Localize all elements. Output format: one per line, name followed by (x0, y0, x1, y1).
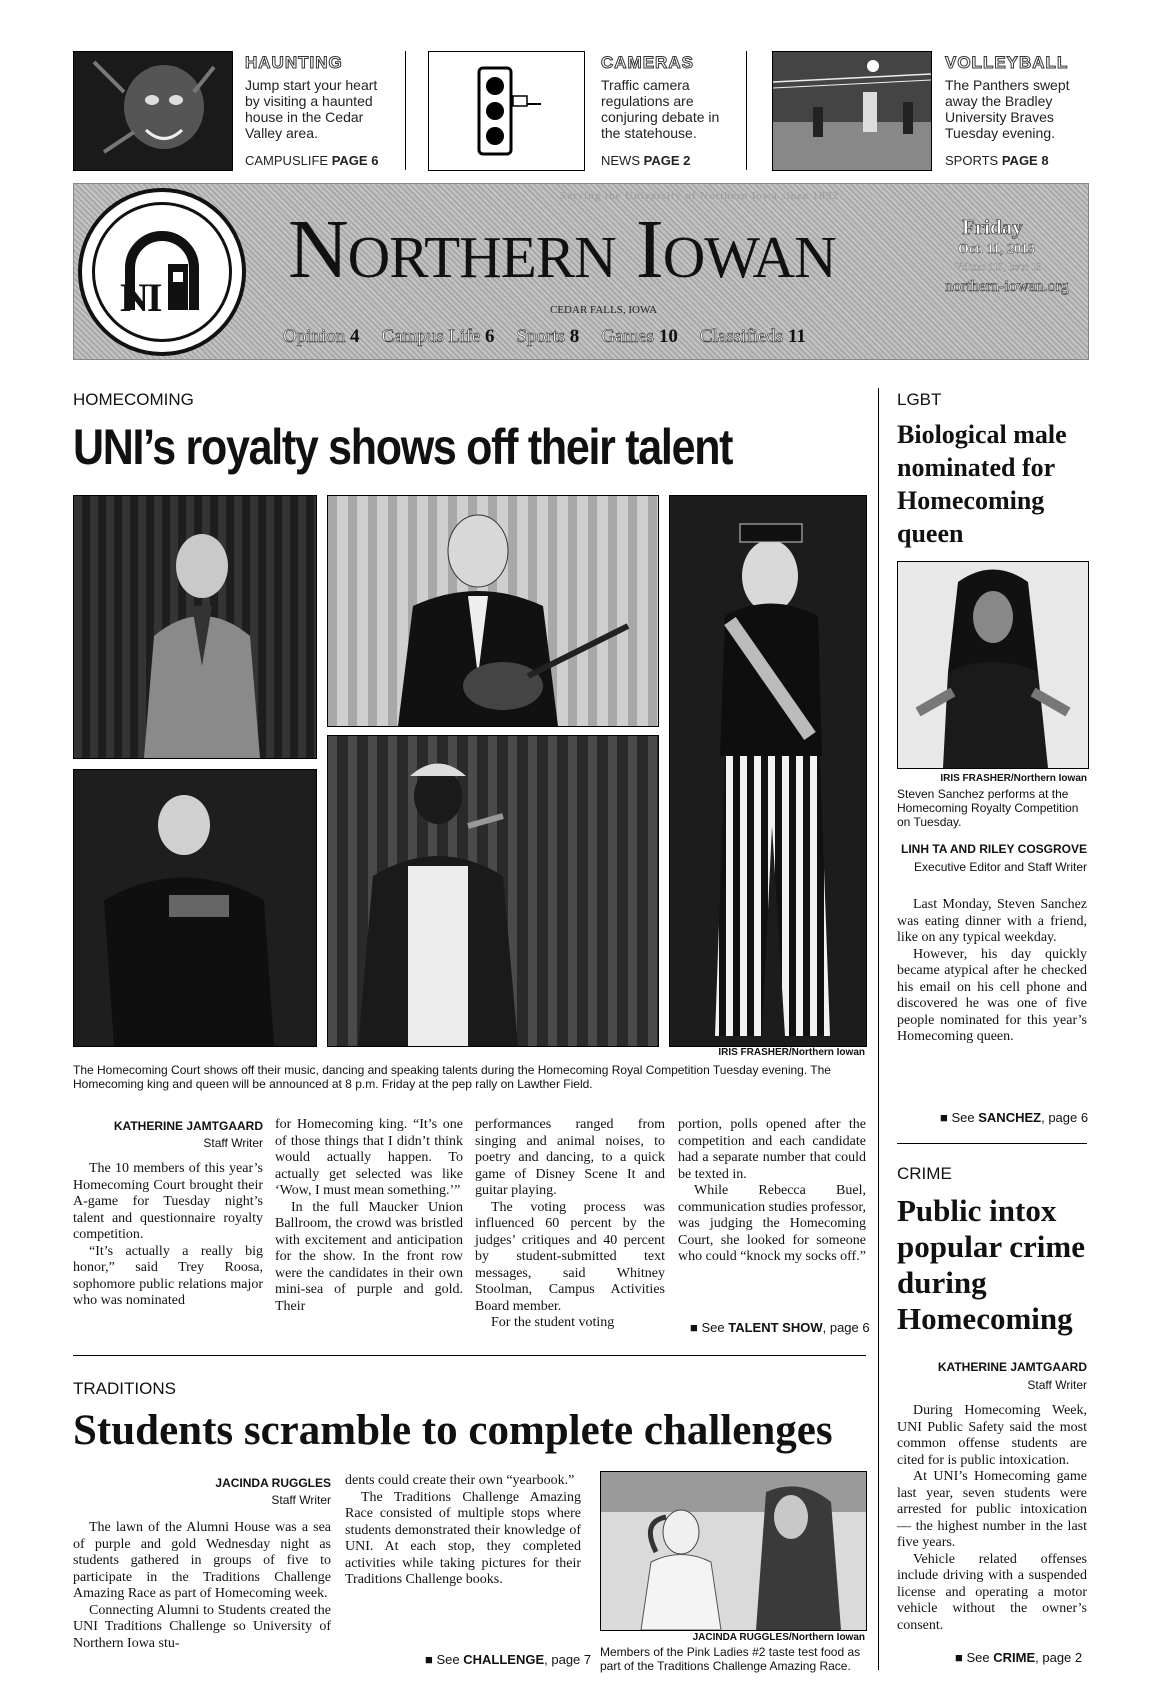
teaser-page-haunting: PAGE 6 (331, 153, 379, 168)
traditions-byline: JACINDA RUGGLES (215, 1476, 331, 1490)
lgbt-photo-caption: Steven Sanchez performs at the Homecoming Royalty Competition on Tuesday. (897, 787, 1079, 829)
traditions-body-col2 (345, 1473, 581, 1589)
masthead-day: Friday (962, 215, 1023, 239)
volleyball-photo-art (773, 52, 931, 170)
traditions-see-ref: CHALLENGE (463, 1652, 545, 1667)
traffic-light-icon (429, 52, 584, 170)
photo-guitarist-art (328, 496, 658, 726)
masthead-location: CEDAR FALLS, IOWA (550, 304, 658, 316)
photo-speaker-tshirt-art (74, 770, 316, 1046)
teaser-section-haunting: CAMPUSLIFE (245, 153, 329, 168)
teaser-divider-2 (746, 51, 747, 170)
traditions-section-label: TRADITIONS (73, 1379, 176, 1398)
nav-opinion[interactable] (283, 326, 360, 348)
traditions-see-page: , page 7 (544, 1652, 592, 1667)
masthead-website[interactable]: northern-iowan.org (945, 278, 1069, 295)
photo-taste-test-art (601, 1472, 866, 1630)
main-body-col1 (73, 1161, 263, 1310)
main-see-page: , page 6 (822, 1320, 870, 1335)
main-byline: KATHERINE JAMTGAARD (113, 1119, 263, 1133)
photo-queen-candidate (669, 495, 867, 1047)
photo-singer-suit-art (74, 496, 316, 758)
nav-games[interactable] (601, 326, 678, 348)
main-col2-p1: for Homecoming king. “It’s one of those things that I didn’t think would actually happen. To actually get selected was like ‘Wow, I must mean something.’” (275, 1117, 463, 1198)
crime-see-label: See (966, 1650, 990, 1665)
photo-guitarist (327, 495, 659, 727)
lgbt-byline-role: Executive Editor and Staff Writer (914, 860, 1087, 874)
nav-sports-label: Sports (516, 326, 566, 347)
nav-games-label: Games (601, 326, 655, 347)
traditions-byline-role: Staff Writer (271, 1493, 331, 1507)
main-col3-p1: performances ranged from singing and animal noises, to poetry and dancing, to a quick game of Disney Scene It and guitar playing. (475, 1117, 665, 1198)
main-body-col2 (275, 1117, 463, 1315)
square-bullet-icon: ■ (955, 1650, 963, 1665)
teaser-page-cameras: PAGE 2 (643, 153, 691, 168)
haunting-photo-art (74, 52, 232, 170)
volleyball-photo (772, 51, 932, 171)
square-bullet-icon: ■ (940, 1110, 948, 1125)
square-bullet-icon: ■ (690, 1320, 698, 1335)
teaser-section-volleyball: SPORTS (945, 153, 999, 168)
main-bottom-rule (73, 1355, 866, 1356)
main-headline[interactable]: UNI’s royalty shows off their talent (73, 419, 733, 475)
nav-games-page: 10 (658, 326, 678, 347)
main-col1-p1: The 10 members of this year’s Homecoming Court brought their A-game for Tuesday night’s talent and questionnaire royalty competition. (73, 1161, 263, 1242)
section-nav (283, 326, 806, 348)
crime-see-link[interactable] (955, 1650, 1082, 1665)
photo-taste-test (600, 1471, 867, 1631)
traditions-col2-p1: dents could create their own “yearbook.” (345, 1473, 575, 1488)
teaser-title-volleyball: VOLLEYBALL (945, 53, 1069, 72)
lgbt-section-label: LGBT (897, 390, 942, 409)
traditions-headline[interactable]: Students scramble to complete challenges (73, 1407, 833, 1454)
nav-sports[interactable] (516, 326, 579, 348)
lgbt-bottom-rule (897, 1143, 1087, 1144)
logo-letters: NI (120, 275, 161, 320)
nav-classifieds[interactable] (700, 326, 806, 348)
photo-speaker-tshirt (73, 769, 317, 1047)
teaser-text-cameras: Traffic camera regulations are conjuring debate in the statehouse. (601, 77, 720, 141)
masthead-volume: Volume 110, Issue 13 (955, 262, 1042, 273)
main-col4-p2: While Rebecca Buel, communication studies professor, was judging the Homecoming Court, she looked for someone who could “knock my socks off.” (678, 1183, 867, 1264)
lgbt-headline[interactable]: Biological male nominated for Homecoming queen (897, 420, 1067, 548)
main-col1-p2: “It’s actually a really big honor,” said Trey Roosa, sophomore public relations major who was nominated (73, 1243, 263, 1308)
teaser-page-volleyball: PAGE 8 (1001, 153, 1049, 168)
main-see-label: See (701, 1320, 725, 1335)
masthead-logo[interactable] (78, 188, 246, 356)
crime-body (897, 1403, 1087, 1634)
crime-see-ref: CRIME (993, 1650, 1036, 1665)
nav-campus-life[interactable] (382, 326, 495, 348)
square-bullet-icon: ■ (425, 1652, 433, 1667)
cameras-photo (428, 51, 585, 171)
lgbt-see-page: , page 6 (1041, 1110, 1089, 1125)
main-byline-role: Staff Writer (203, 1136, 263, 1150)
teaser-title-cameras: CAMERAS (601, 53, 694, 72)
main-section-label: HOMECOMING (73, 390, 194, 409)
crime-byline-role: Staff Writer (1027, 1378, 1087, 1392)
arch-icon (82, 192, 242, 352)
traditions-photo-credit: JACINDA RUGGLES/Northern Iowan (692, 1632, 865, 1643)
traditions-body-col1 (73, 1520, 331, 1652)
traditions-photo-caption: Members of the Pink Ladies #2 taste test food as part of the Traditions Challenge Amazing Race. (600, 1645, 861, 1673)
teaser-text-volleyball: The Panthers swept away the Bradley University Braves Tuesday evening. (945, 77, 1070, 141)
teaser-link-volleyball[interactable] (945, 153, 1049, 168)
teaser-text-haunting: Jump start your heart by visiting a haunted house in the Cedar Valley area. (245, 77, 378, 141)
traditions-see-link[interactable] (425, 1652, 591, 1667)
photo-steven-sanchez (897, 561, 1089, 769)
lgbt-see-label: See (951, 1110, 975, 1125)
lgbt-byline: LINH TA AND RILEY COSGROVE (900, 842, 1087, 856)
crime-see-page: , page 2 (1035, 1650, 1083, 1665)
main-body-col4 (678, 1117, 866, 1266)
nav-campus-life-label: Campus Life (381, 326, 481, 347)
teaser-title-haunting: HAUNTING (245, 53, 343, 72)
teaser-divider-1 (405, 51, 406, 170)
crime-section-label: CRIME (897, 1164, 952, 1183)
nav-campus-life-page: 6 (484, 326, 495, 347)
lgbt-photo-credit: IRIS FRASHER/Northern Iowan (940, 773, 1087, 784)
teaser-link-cameras[interactable] (601, 153, 690, 168)
lgbt-p1: Last Monday, Steven Sanchez was eating dinner with a friend, like on any typical weekday. (897, 897, 1087, 945)
main-see-link[interactable] (690, 1320, 870, 1335)
masthead-title: Northern Iowan (288, 203, 836, 296)
crime-p3: Vehicle related offenses include driving with a suspended license and operating a motor vehicle without the owner’s consent. (897, 1551, 1087, 1633)
main-body-col3 (475, 1117, 665, 1332)
main-photo-caption: The Homecoming Court shows off their music, dancing and speaking talents during the Homecoming Royal Competition Tuesday evening. The Homecoming king and queen will be announced at 8 p.m. Friday at the pep rally on Lawther Field. (73, 1063, 831, 1091)
traditions-see-label: See (436, 1652, 460, 1667)
traditions-col1-p2: Connecting Alumni to Students created the UNI Traditions Challenge so University of Northern Iowa stu- (73, 1602, 331, 1651)
crime-p2: At UNI’s Homecoming game last year, seven students were arrested for public intoxication — the highest number in the last five years. (897, 1469, 1087, 1550)
lgbt-see-ref: SANCHEZ (978, 1110, 1042, 1125)
haunting-photo (73, 51, 233, 171)
lgbt-see-link[interactable] (940, 1110, 1088, 1125)
lgbt-body (897, 897, 1087, 1046)
traditions-col2-p2: The Traditions Challenge Amazing Race consisted of multiple stops where students demonstrated their knowledge of UNI. At each stop, they completed activities while taking pictures for their Traditions Challenge books. (345, 1489, 581, 1587)
main-see-ref: TALENT SHOW (728, 1320, 823, 1335)
photo-singer-cap-art (328, 736, 658, 1046)
nav-opinion-page: 4 (350, 326, 360, 347)
nav-classifieds-page: 11 (787, 326, 806, 347)
main-col3-p2: The voting process was influenced 60 percent by the judges’ critiques and 40 percent by student-submitted text messages, said Whitney Stoolman, Campus Activities Board member. (475, 1199, 665, 1314)
main-photo-credit: IRIS FRASHER/Northern Iowan (718, 1047, 865, 1058)
main-col2-p2: In the full Maucker Union Ballroom, the crowd was bristled with excitement and anticipation for the show. In the front row were the candidates in their own mini-sea of purple and gold. Their (275, 1199, 463, 1314)
right-column-divider (878, 388, 879, 1670)
crime-p1: During Homecoming Week, UNI Public Safety said the most common offense students are cited for is public intoxication. (897, 1403, 1087, 1468)
photo-singer-cap (327, 735, 659, 1047)
photo-singer-suit (73, 495, 317, 759)
main-col3-p3: For the student voting (491, 1315, 615, 1330)
traditions-col1-p1: The lawn of the Alumni House was a sea of purple and gold Wednesday night as students gathered in groups of five to participate in the Traditions Challenge Amazing Race as part of Homecoming week. (73, 1520, 331, 1601)
photo-steven-sanchez-art (898, 562, 1088, 768)
crime-byline: KATHERINE JAMTGAARD (937, 1360, 1087, 1374)
teaser-section-cameras: NEWS (601, 153, 640, 168)
nav-opinion-label: Opinion (283, 326, 346, 347)
crime-headline[interactable]: Public intox popular crime during Homecoming (897, 1193, 1085, 1336)
teaser-link-haunting[interactable] (245, 153, 378, 168)
nav-sports-page: 8 (569, 326, 580, 347)
photo-queen-candidate-art (670, 496, 866, 1046)
masthead-tagline: Serving the University of Northern Iowa since 1892 (560, 190, 839, 202)
nav-classifieds-label: Classifieds (699, 326, 784, 347)
main-col4-p1: portion, polls opened after the competition and each candidate had a separate number that could be texted in. (678, 1117, 866, 1182)
masthead-date: Oct. 11, 2013 (958, 242, 1035, 257)
lgbt-p2: However, his day quickly became atypical after he checked his email on his cell phone and discovered he was one of five people nominated for this year’s Homecoming queen. (897, 946, 1087, 1044)
